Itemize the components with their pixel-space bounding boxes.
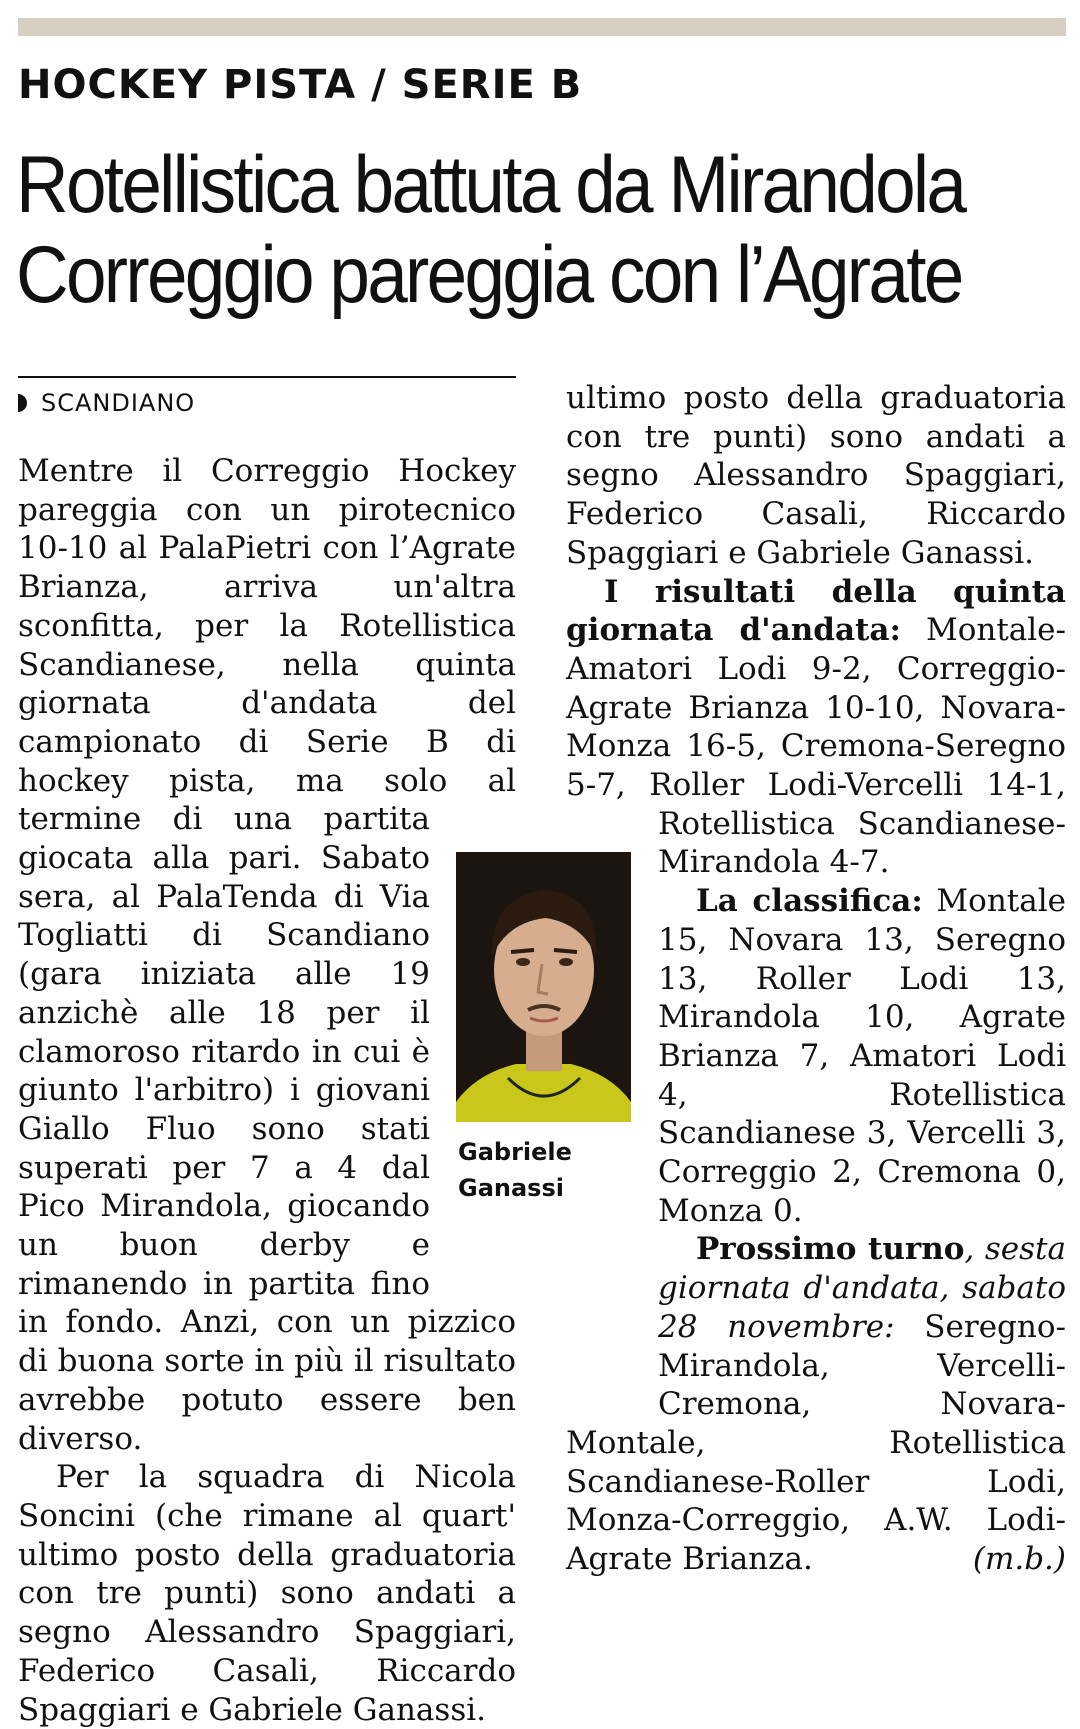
article-column-2 [566,379,1066,1579]
author-signature: (m.b.) [972,1541,1066,1578]
dateline-rule [18,376,516,378]
section-kicker: HOCKEY PISTA / SERIE B [18,62,583,108]
results-paragraph [566,573,1066,883]
headline-line-1: Rotellistica battuta da Mirandola [16,140,965,230]
caption-line-1: Gabriele [458,1138,572,1166]
headline [16,140,964,320]
next-round-text: Seregno-Mirandola, Vercelli-Cremona, Novara-Montale, Rotellistica Scandianese-Roller Lodi, Monza-Correggio, A.W. Lodi-Agrate Brianza. [566,1308,1066,1578]
photo-caption [458,1134,572,1206]
article-paragraph-2-continued: ultimo posto della graduatoria con tre punti) sono andati a segno Alessandro Spaggiari, Federico Casali, Riccardo Spaggiari e Gabriele Ganassi. [566,380,1066,571]
next-round-lead: Prossimo turno [696,1231,965,1268]
dateline-text: SCANDIANO [41,389,196,417]
article-paragraph-2: Per la squadra di Nicola Soncini (che rimane al quart' ultimo posto della graduatoria con tre punti) sono andati a segno Alessandro Spaggiari, Federico Casali, Riccardo Spaggiari e Gabriele Ganassi. [18,1459,516,1728]
player-portrait-image [456,852,631,1122]
headline-line-2: Correggio pareggia con l’Agrate [16,230,962,320]
results-text: Montale-Amatori Lodi 9-2, Correggio-Agrate Brianza 10-10, Novara-Monza 16-5, Cremona-Seregno 5-7, Roller Lodi-Vercelli 14-1, Rotellistica Scandianese-Mirandola 4-7. [566,612,1066,881]
dateline-marker-icon [18,394,27,412]
next-round-date: , sesta giornata d'andata, sabato 28 novembre: [658,1231,1066,1345]
standings-lead: La classifica: [696,883,923,920]
player-photo [456,852,631,1122]
results-lead: I risultati della quinta giornata d'andata: [566,573,1066,649]
caption-line-2: Ganassi [458,1174,564,1202]
article-paragraph-1: Mentre il Correggio Hockey pareggia con un pirotecnico 10-10 al PalaPietri con l’Agrate Brianza, arriva un'altra sconfitta, per la Rotellistica Scandianese, nella quinta giornata d'andata del campionato di Serie B di hockey pista, ma solo al termine di una partita giocata alla pari. Sabato sera, al PalaTenda di Via Togliatti di Scandiano (gara iniziata alle 19 anzichè alle 18 per il clamoroso ritardo in cui è giunto l'arbitro) i giovani Giallo Fluo sono stati superati per 7 a 4 dal Pico Mirandola, giocando un buon derby e rimanendo in partita fino in fondo. Anzi, con un pizzico di buona sorte in più il risultato avrebbe potuto essere ben diverso. [18,453,517,1457]
standings-text: Montale 15, Novara 13, Seregno 13, Roller Lodi 13, Mirandola 10, Agrate Brianza 7, Amatori Lodi 4, Rotellistica Scandianese 3, Vercelli 3, Correggio 2, Cremona 0, Monza 0. [658,883,1066,1229]
dateline [18,389,195,417]
article-column-1 [18,452,516,1729]
top-color-bar [18,18,1066,36]
